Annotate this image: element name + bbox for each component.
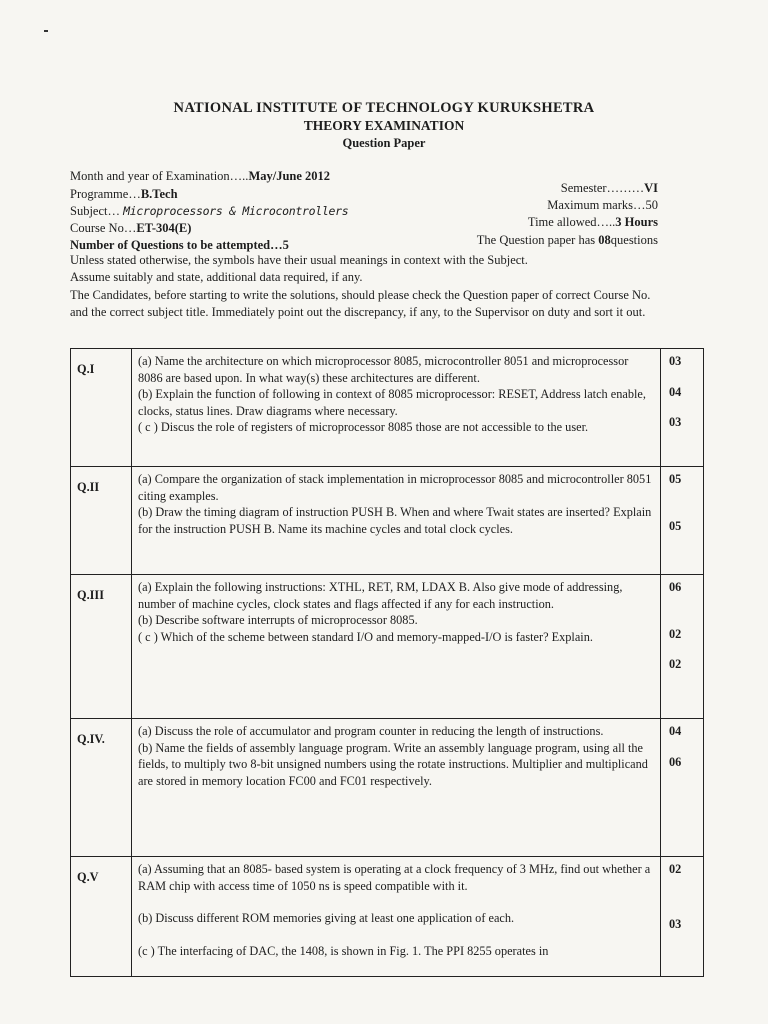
marks-cell [661, 349, 704, 467]
month-year-label: Month and year of Examination….. [70, 169, 249, 183]
question-text [132, 719, 661, 857]
paper-title: Question Paper [342, 136, 426, 150]
question-number: Q.I [71, 349, 132, 467]
question-number: Q.III [71, 575, 132, 719]
marks-value: 02 [669, 862, 682, 876]
paper-has-prefix: The Question paper has [476, 233, 599, 247]
question-text [132, 349, 661, 467]
semester-line [430, 180, 658, 197]
marks-value: 05 [669, 518, 682, 533]
question-part: (b) Draw the timing diagram of instruction PUSH B. When and where Twait states are inserted? Explain for the instruction PUSH B. Name its machine cycles and total clock cycles. [138, 505, 652, 536]
course-value: ET-304(E) [136, 221, 192, 235]
marks-value: 04 [669, 724, 682, 738]
question-part: (b) Explain the function of following in context of 8085 microprocessor: RESET, Address latch enable, clocks, status lines. Draw diagrams where necessary. [138, 387, 646, 418]
marks-value: 03 [669, 415, 682, 429]
marks-value: 06 [669, 580, 682, 594]
instruction-line: The Candidates, before starting to write the solutions, should please check the Question paper of correct Course No. and the correct subject title. Immediately point out the discrepancy, if any, to the Supervisor on duty and sort it out. [70, 287, 651, 319]
time-label: Time allowed….. [527, 215, 616, 229]
instruction-line: Unless stated otherwise, the symbols have their usual meanings in context with the Subject. [70, 253, 528, 267]
programme-line [70, 186, 178, 203]
time-line [430, 214, 658, 231]
marks-value: 02 [669, 626, 682, 641]
month-year-value: May/June 2012 [248, 169, 331, 183]
questions-table [70, 348, 704, 977]
question-part: ( c ) Discus the role of registers of microprocessor 8085 those are not accessible to the user. [138, 420, 589, 434]
programme-value: B.Tech [140, 187, 178, 201]
question-part: (a) Assuming that an 8085- based system is operating at a clock frequency of 3 MHz, find out whether a RAM chip with access time of 1050 ns is speed compatible with it. [138, 862, 651, 893]
marks-value: 04 [669, 384, 682, 399]
question-part: (a) Compare the organization of stack implementation in microprocessor 8085 and microcontroller 8051 citing examples. [138, 472, 652, 503]
paper-has-value: 08 [598, 233, 611, 247]
question-part: (c ) The interfacing of DAC, the 1408, is shown in Fig. 1. The PPI 8255 operates in [138, 943, 549, 958]
question-text [132, 857, 661, 977]
scan-speck [44, 30, 48, 32]
question-part: (b) Describe software interrupts of microprocessor 8085. [138, 613, 418, 627]
instructions-block [70, 252, 670, 321]
subject-line [70, 203, 348, 220]
question-part: (a) Explain the following instructions: XTHL, RET, RM, LDAX B. Also give mode of addressing, number of machine cycles, clock states and flags affected if any for each instruction. [138, 580, 623, 611]
instruction-line: Assume suitably and state, additional data required, if any. [70, 270, 363, 285]
question-number: Q.II [71, 467, 132, 575]
marks-value: 05 [669, 472, 682, 486]
max-marks: Maximum marks…50 [547, 198, 658, 212]
subject-value: Microprocessors & Microcontrollers [123, 204, 349, 218]
semester-label: Semester……… [560, 181, 645, 195]
question-row [71, 349, 704, 467]
exam-title: THEORY EXAMINATION [303, 118, 465, 133]
question-part: (b) Name the fields of assembly language program. Write an assembly language program, using all the fields, to multiply two 8-bit unsigned numbers using the rotate instructions. Multiplier and multiplicand are stored in memory location FC00 and FC01 respectively. [138, 740, 648, 788]
paper-has-suffix: questions [610, 233, 658, 247]
programme-label: Programme… [70, 187, 141, 201]
subject-label: Subject… [70, 204, 124, 218]
question-part: (a) Name the architecture on which microprocessor 8085, microcontroller 8051 and microprocessor 8086 are based upon. In what way(s) these architectures are different. [138, 354, 629, 385]
question-text [132, 575, 661, 719]
semester-value: VI [644, 181, 658, 195]
question-row [71, 857, 704, 977]
month-year-line [70, 168, 330, 185]
marks-cell [661, 575, 704, 719]
course-line [70, 220, 191, 237]
marks-value: 03 [669, 916, 682, 931]
marks-value: 03 [669, 354, 682, 368]
question-row [71, 575, 704, 719]
question-number: Q.V [71, 857, 132, 977]
course-label: Course No… [70, 221, 137, 235]
question-part: (a) Discuss the role of accumulator and program counter in reducing the length of instructions. [138, 724, 604, 738]
marks-value: 06 [669, 754, 682, 769]
question-text [132, 467, 661, 575]
questions-to-attempt: Number of Questions to be attempted…5 [70, 238, 289, 252]
paper-has-line [430, 232, 658, 249]
question-number: Q.IV. [71, 719, 132, 857]
marks-cell [661, 467, 704, 575]
question-row [71, 719, 704, 857]
marks-value: 02 [669, 657, 682, 671]
marks-cell [661, 857, 704, 977]
question-part: (b) Discuss different ROM memories giving at least one application of each. [138, 911, 515, 925]
question-part: ( c ) Which of the scheme between standard I/O and memory-mapped-I/O is faster? Explain. [138, 629, 593, 644]
question-row [71, 467, 704, 575]
institute-title: NATIONAL INSTITUTE OF TECHNOLOGY KURUKSHETRA [173, 100, 595, 116]
marks-cell [661, 719, 704, 857]
time-value: 3 Hours [615, 215, 658, 229]
